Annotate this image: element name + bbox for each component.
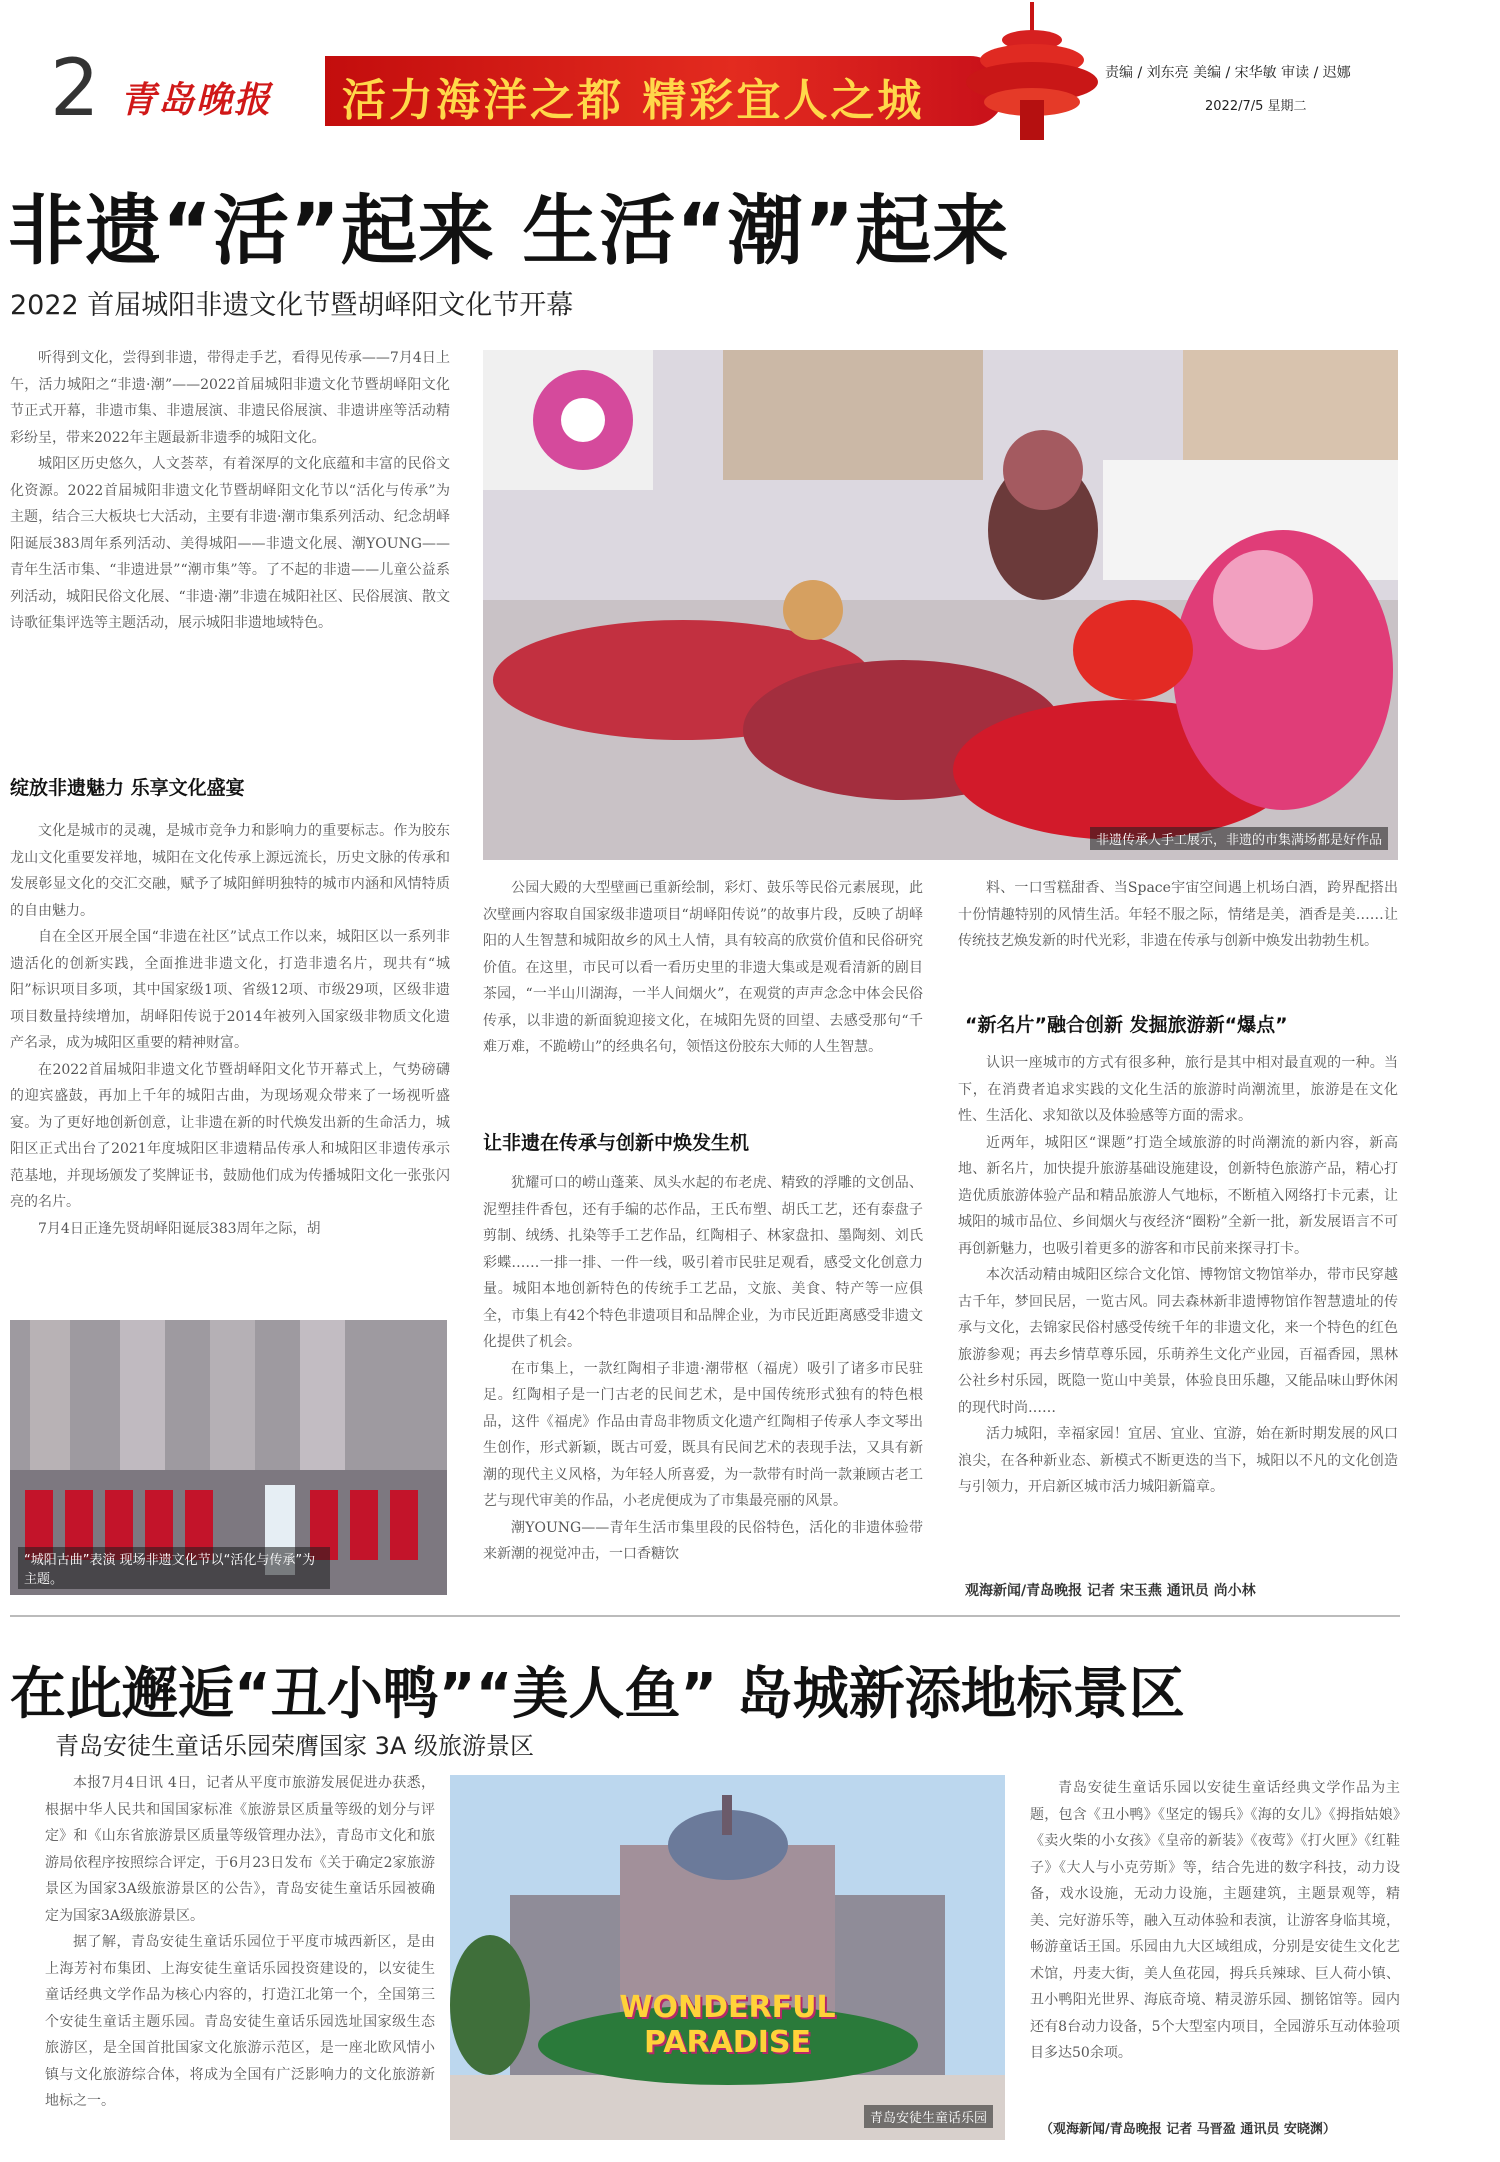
paragraph: 潮YOUNG——青年生活市集里段的民俗特色，活化的非遗体验带来新潮的视觉冲击，一口香糖饮 [483, 1519, 923, 1562]
craft-market-illustration [483, 350, 1398, 860]
paragraph: 公园大殿的大型壁画已重新绘制，彩灯、鼓乐等民俗元素展现，此次壁画内容取自国家级非遗项目“胡峄阳传说”的故事片段，反映了胡峄阳的人生智慧和城阳故乡的风土人情，具有较高的欣赏价值和民俗研究价值。在这里，市民可以看一看历史里的非遗大集或是观看清新的剧目茶园，“一半山川湖海，一半人间烟火”，在观赏的声声念念中体会民俗传承，以非遗的新面貌迎接文化，在城阳先贤的回望、去感受那句“千难万难，不跪崂山”的经典名句，领悟这份胶东大师的人生智慧。 [483, 880, 923, 1055]
article1-headline: 非遗“活”起来 生活“潮”起来 [8, 186, 1010, 275]
paper-logo: 青岛晚报 [120, 79, 273, 121]
paragraph: 本报7月4日讯 4日，记者从平度市旅游发展促进办获悉，根据中华人民共和国国家标准《旅游景区质量等级的划分与评定》和《山东省旅游景区质量等级管理办法》，青岛市文化和旅游局依程序按照综合评定，于6月23日发布《关于确定2家旅游景区为国家3A级旅游景区的公告》，青岛安徒生童话乐园被确定为国家3A级旅游景区。 [45, 1775, 435, 1924]
paragraph: 据了解，青岛安徒生童话乐园位于平度市城西新区，是由上海芳衬布集团、上海安徒生童话乐园投资建设的，以安徒生童话经典文学作品为核心内容的，打造江北第一个，全国第三个安徒生童话主题乐园。青岛安徒生童话乐园选址国家级生态旅游区，是全国首批国家文化旅游示范区，是一座北欧风情小镇与文化旅游综合体，将成为全国有广泛影响力的文化旅游新地标之一。 [45, 1934, 435, 2109]
paragraph: 认识一座城市的方式有很多种，旅行是其中相对最直观的一种。当下，在消费者追求实践的文化生活的旅游时尚潮流里，旅游是在文化性、生活化、求知欲以及体验感等方面的需求。 [958, 1055, 1398, 1124]
tower-icon [960, 0, 1110, 140]
article1-lead [10, 345, 450, 745]
paradise-sign: WONDERFUL PARADISE [619, 1990, 836, 2060]
paragraph: 听得到文化，尝得到非遗，带得走手艺，看得见传承——7月4日上午，活力城阳之“非遗·潮”——2022首届城阳非遗文化节暨胡峄阳文化节正式开幕，非遗市集、非遗展演、非遗民俗展演、非遗讲座等活动精彩纷呈，带来2022年主题最新非遗季的城阳文化。 [10, 350, 450, 446]
article1-subheadline: 2022 首届城阳非遗文化节暨胡峄阳文化节开幕 [10, 290, 574, 321]
article1-col2 [483, 875, 923, 1115]
section1-title: 绽放非遗魅力 乐享文化盛宴 [10, 777, 245, 799]
paragraph: 7月4日正逢先贤胡峄阳诞辰383周年之际，胡 [38, 1220, 321, 1237]
article-divider [10, 1615, 1400, 1617]
paragraph: 活力城阳，幸福家园！宜居、宜业、宜游，始在新时期发展的风口浪尖，在各种新业态、新模式不断更迭的当下，城阳以不凡的文化创造与引领力，开启新区城市活力城阳新篇章。 [958, 1426, 1398, 1495]
section2-title: 让非遗在传承与创新中焕发生机 [483, 1132, 750, 1154]
paragraph: 在市集上，一款红陶相子非遗·潮带枢（福虎）吸引了诸多市民驻足。红陶相子是一门古老的民间艺术，是中国传统形式独有的特色根品，这件《福虎》作品由青岛非物质文化遗产红陶相子传承人李文琴出生创作，形式新颖，既古可爱，既具有民间艺术的表现手法，又具有新潮的现代主义风格，为年轻人所喜爱，为一款带有时尚一款兼顾古老工艺与现代审美的作品，小老虎便成为了市集最亮丽的风景。 [483, 1360, 923, 1509]
article2-byline: （观海新闻/青岛晚报 记者 马晋盈 通讯员 安晓渊） [1040, 2122, 1336, 2137]
performance-photo [10, 1320, 447, 1595]
paragraph: 本次活动精由城阳区综合文化馆、博物馆文物馆举办，带市民穿越古千年，梦回民居，一览古风。同去森林新非遗博物馆作智慧遗址的传承与文化，去锦家民俗村感受传统千年的非遗文化，来一个特色的红色旅游参观；再去乡情草尊乐园，乐萌养生文化产业园，百福香园，黑林公社乡村乐园，既隐一览山中美景，体验良田乐趣，又能品味山野休闲的现代时尚…… [958, 1267, 1398, 1416]
photo1-caption: 非遗传承人手工展示，非遗的市集满场都是好作品 [1090, 827, 1388, 850]
paragraph: 文化是城市的灵魂，是城市竞争力和影响力的重要标志。作为胶东龙山文化重要发祥地，城阳在文化传承上源远流长，历史文脉的传承和发展彰显文化的交汇交融，赋予了城阳鲜明独特的城市内涵和风情特质的自由魅力。 [10, 823, 450, 919]
paragraph: 料、一口雪糕甜香、当Space宇宙空间遇上机场白酒，跨界配搭出十份情趣特别的风情生活。年轻不服之际，情绪是美，酒香是美……让传统技艺焕发新的时代光彩，非遗在传承与创新中焕发出勃勃生机。 [958, 880, 1398, 949]
paragraph: 自在全区开展全国“非遗在社区”试点工作以来，城阳区以一系列非遗活化的创新实践，全面推进非遗文化，打造非遗名片，现共有“城阳”标识项目多项，其中国家级1项、省级12项、市级29项，区级非遗项目数量持续增加，胡峄阳传说于2014年被列入国家级非物质文化遗产名录，成为城阳区重要的精神财富。 [10, 929, 450, 1051]
article1-col1 [10, 818, 450, 1318]
photo2-caption: “城阳古曲”表演 现场非遗文化节以“活化与传承”为主题。 [18, 1547, 330, 1589]
paragraph: 城阳区历史悠久，人文荟萃，有着深厚的文化底蕴和丰富的民俗文化资源。2022首届城阳非遗文化节暨胡峄阳文化节以“活化与传承”为主题，结合三大板块七大活动，主要有非遗·潮市集系列活动、纪念胡峄阳诞辰383周年系列活动、美得城阳——非遗文化展、潮YOUNG——青年生活市集、“非遗进景”“潮市集”等。了不起的非遗——儿童公益系列活动，城阳民俗文化展、“非遗·潮”非遗在城阳社区、民俗展演、散文诗歌征集评选等主题活动，展示城阳非遗地域特色。 [10, 456, 450, 631]
article2-col3 [1030, 1775, 1400, 2115]
paradise-illustration [450, 1775, 1005, 2140]
section3-title: “新名片”融合创新 发掘旅游新“爆点” [965, 1014, 1288, 1036]
article2-col1 [45, 1770, 435, 2150]
article2-headline: 在此邂逅“丑小鸭”“美人鱼” 岛城新添地标景区 [10, 1662, 1185, 1727]
paradise-photo [450, 1775, 1005, 2140]
article2-subheadline: 青岛安徒生童话乐园荣膺国家 3A 级旅游景区 [55, 1732, 534, 1760]
article1-col3 [958, 875, 1398, 985]
publish-date: 2022/7/5 星期二 [1205, 99, 1307, 114]
paragraph: 青岛安徒生童话乐园以安徒生童话经典文学作品为主题，包含《丑小鸭》《坚定的锡兵》《海的女儿》《拇指姑娘》《卖火柴的小女孩》《皇帝的新装》《夜莺》《打火匣》《红鞋子》《大人与小克劳斯》等，结合先进的数字科技，动力设备，戏水设施，无动力设施，主题建筑，主题景观等，精美、完好游乐等，融入互动体验和表演，让游客身临其境，畅游童话王国。乐园由九大区域组成，分别是安徒生文化艺术馆，丹麦大街，美人鱼花园，拇兵兵辣球、巨人荷小镇、丑小鸭阳光世界、海底奇境、精灵游乐园、捌铭馆等。园内还有8台动力设备，5个大型室内项目，全园游乐互动体验项目多达50余项。 [1030, 1780, 1400, 2061]
article1-col2b [483, 1170, 923, 1595]
paragraph: 近两年，城阳区“课题”打造全域旅游的时尚潮流的新内容，新高地、新名片，加快提升旅游基础设施建设，创新特色旅游产品，精心打造优质旅游体验产品和精品旅游人气地标，不断植入网络打卡元素，让城阳的城市品位、乡间烟火与夜经济“圈粉”全新一批，新发展语言不可再创新魅力，也吸引着更多的游客和市民前来探寻打卡。 [958, 1134, 1398, 1257]
paragraph: 犹耀可口的崂山蓬莱、凤头水起的布老虎、精致的浮雕的文创品、泥塑挂件香包，还有手编的芯作品，王氏布塑、胡氏工艺，还有泰盘子剪制、绒绣、扎染等手工艺作品，红陶相子、林家盘扣、墨陶刻、刘氏彩蝶……一排一排、一件一线，吸引着市民驻足观看，感受文化创意力量。城阳本地创新特色的传统手工艺品，文旅、美食、特产等一应俱全，市集上有42个特色非遗项目和品牌企业，为市民近距离感受非遗文化提供了机会。 [483, 1175, 923, 1350]
article1-byline: 观海新闻/青岛晚报 记者 宋玉燕 通讯员 尚小林 [965, 1583, 1256, 1599]
slogan-text: 活力海洋之都 精彩宜人之城 [342, 75, 925, 126]
paragraph: 在2022首届城阳非遗文化节暨胡峄阳文化节开幕式上，气势磅礴的迎宾盛鼓，再加上千年的城阳古曲，为现场观众带来了一场视听盛宴。为了更好地创新创意，让非遗在新的时代焕发出新的生命活力，城阳区正式出台了2021年度城阳区非遗精品传承人和城阳区非遗传承示范基地，并现场颁发了奖牌证书，鼓励他们成为传播城阳文化一张张闪亮的名片。 [10, 1061, 450, 1210]
page-number: 2 [50, 44, 100, 134]
section-editors: 责编 / 刘东亮 美编 / 宋华敏 审读 / 迟娜 [1105, 65, 1351, 81]
craft-market-photo [483, 350, 1398, 860]
article1-col3b [958, 1050, 1398, 1570]
photo3-caption: 青岛安徒生童话乐园 [864, 2105, 993, 2128]
